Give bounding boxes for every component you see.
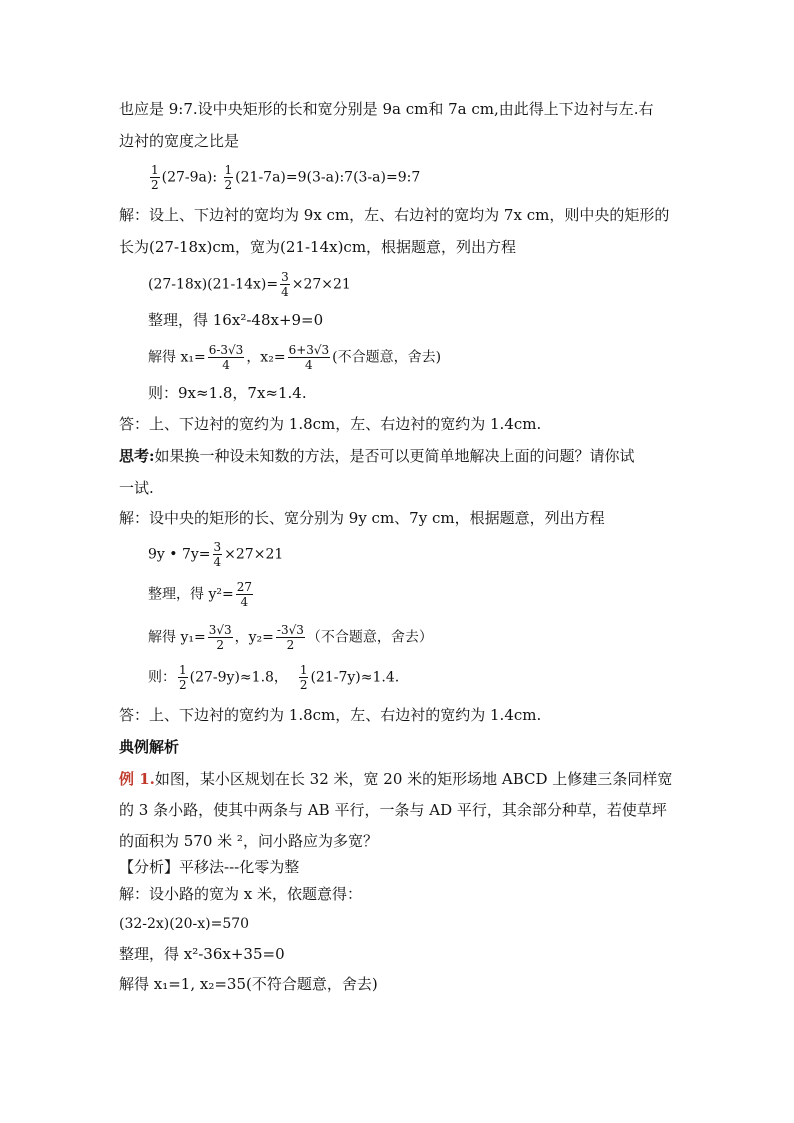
fraction: $\frac{27}{4}$ — [236, 580, 252, 609]
text-line: 边衬的宽度之比是 — [119, 132, 240, 150]
fraction: $\frac{-3√3}{2}$ — [276, 623, 304, 652]
text-line: 解得 x₁=1, x₂=35(不符合题意，舍去) — [119, 975, 378, 993]
fraction: $\frac{3√3}{2}$ — [208, 623, 232, 652]
equation: 9y • 7y= $\frac{3}{4}$ ×27×21 — [148, 540, 284, 569]
equation-solution: 解得 x₁= $\frac{6-3√3}{4}$ ，x₂= $\frac{6+3√3}{4}$ (不合题意，舍去) — [148, 343, 442, 372]
text-line: 解：设上、下边衬的宽均为 9x cm，左、右边衬的宽均为 7x cm，则中央的矩形的 — [119, 206, 670, 224]
text-line: 整理，得 16x²-48x+9=0 — [148, 311, 324, 329]
section-heading: 典例解析 — [119, 738, 180, 756]
fraction: $\frac{1}{2}$ — [179, 663, 187, 692]
text-line: 长为(27-18x)cm，宽为(21-14x)cm，根据题意，列出方程 — [119, 238, 517, 256]
answer-line: 答：上、下边衬的宽约为 1.8cm，左、右边衬的宽约为 1.4cm. — [119, 706, 542, 724]
fraction: $\frac{1}{2}$ — [224, 163, 233, 192]
fraction: $\frac{6+3√3}{4}$ — [288, 343, 330, 372]
think-line: 思考:如果换一种设未知数的方法，是否可以更简单地解决上面的问题？请你试 — [119, 447, 635, 465]
text-line: 解：设中央的矩形的长、宽分别为 9y cm、7y cm，根据题意，列出方程 — [119, 509, 605, 527]
fraction: $\frac{1}{2}$ — [151, 163, 159, 192]
equation: (27-18x)(21-14x)= $\frac{3}{4}$ ×27×21 — [148, 270, 351, 299]
fraction: $\frac{3}{4}$ — [213, 540, 222, 569]
text-line: 整理，得 x²-36x+35=0 — [119, 945, 285, 963]
text-line: 的 3 条小路，使其中两条与 AB 平行，一条与 AD 平行，其余部分种草，若使草坪 — [119, 801, 667, 819]
fraction: $\frac{1}{2}$ — [299, 663, 308, 692]
example-line: 例 1.如图，某小区规划在长 32 米，宽 20 米的矩形场地 ABCD 上修建三条同样宽 — [119, 770, 673, 788]
example-label: 例 1. — [119, 770, 155, 788]
equation: 整理，得 y²= $\frac{27}{4}$ — [148, 580, 252, 609]
answer-line: 答：上、下边衬的宽约为 1.8cm，左、右边衬的宽约为 1.4cm. — [119, 415, 542, 433]
analysis-line: 【分析】平移法---化零为整 — [119, 858, 300, 876]
text-line: 一试. — [119, 479, 154, 497]
text-line: 的面积为 570 米 ²，问小路应为多宽？ — [119, 832, 378, 850]
think-label: 思考: — [119, 447, 155, 465]
equation: (32-2x)(20-x)=570 — [119, 916, 250, 932]
fraction: $\frac{3}{4}$ — [281, 270, 289, 299]
text-line: 解：设小路的宽为 x 米，依题意得： — [119, 885, 362, 903]
text-line: 也应是 9:7.设中央矩形的长和宽分别是 9a cm和 7a cm,由此得上下边衬与左.右 — [119, 100, 654, 118]
text-line: 则：9x≈1.8，7x≈1.4. — [148, 384, 307, 402]
equation-solution: 解得 y₁= $\frac{3√3}{2}$ ，y₂= $\frac{-3√3}{2}$ （不合题意，舍去） — [148, 623, 433, 652]
fraction: $\frac{6-3√3}{4}$ — [208, 343, 244, 372]
equation: 则： $\frac{1}{2}$ (27-9y)≈1.8， $\frac{1}{2}$ (21-7y)≈1.4. — [148, 663, 400, 692]
equation-ratio: $\frac{1}{2}$ (27-9a): $\frac{1}{2}$ (21-7a)=9(3-a):7(3-a)=9:7 — [151, 163, 421, 192]
